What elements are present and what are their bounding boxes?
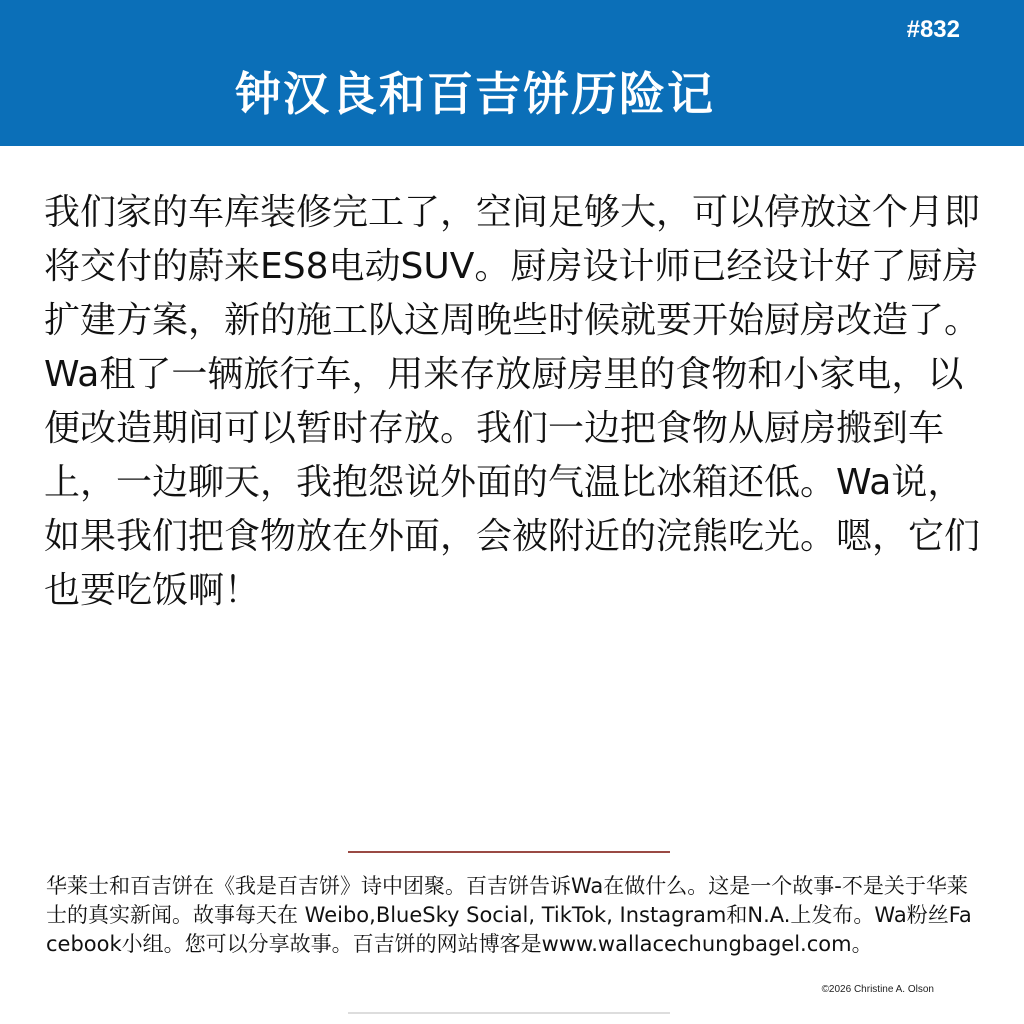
- footer-note: 华莱士和百吉饼在《我是百吉饼》诗中团聚。百吉饼告诉Wa在做什么。这是一个故事-不是关于华莱士的真实新闻。故事每天在 Weibo,BlueSky Social, TikTok, Instagram和N.A.上发布。Wa粉丝Facebook小组。您可以分享故事。百吉饼的网站博客是www.wallacechungbagel.com。: [46, 874, 972, 956]
- page-title: 钟汉良和百吉饼历险记: [235, 67, 715, 121]
- header-banner: [0, 0, 1024, 146]
- episode-number: #832: [906, 16, 960, 43]
- story-text: 我们家的车库装修完工了，空间足够大，可以停放这个月即将交付的蔚来ES8电动SUV。厨房设计师已经设计好了厨房扩建方案，新的施工队这周晚些时候就要开始厨房改造了。Wa租了一辆旅行车，用来存放厨房里的食物和小家电，以便改造期间可以暂时存放。我们一边把食物从厨房搬到车上，一边聊天，我抱怨说外面的气温比冰箱还低。Wa说，如果我们把食物放在外面，会被附近的浣熊吃光。嗯，它们也要吃饭啊！: [44, 192, 981, 611]
- copyright: ©2026 Christine A. Olson: [821, 984, 934, 995]
- divider: [348, 851, 670, 853]
- bottom-divider: [348, 1012, 670, 1014]
